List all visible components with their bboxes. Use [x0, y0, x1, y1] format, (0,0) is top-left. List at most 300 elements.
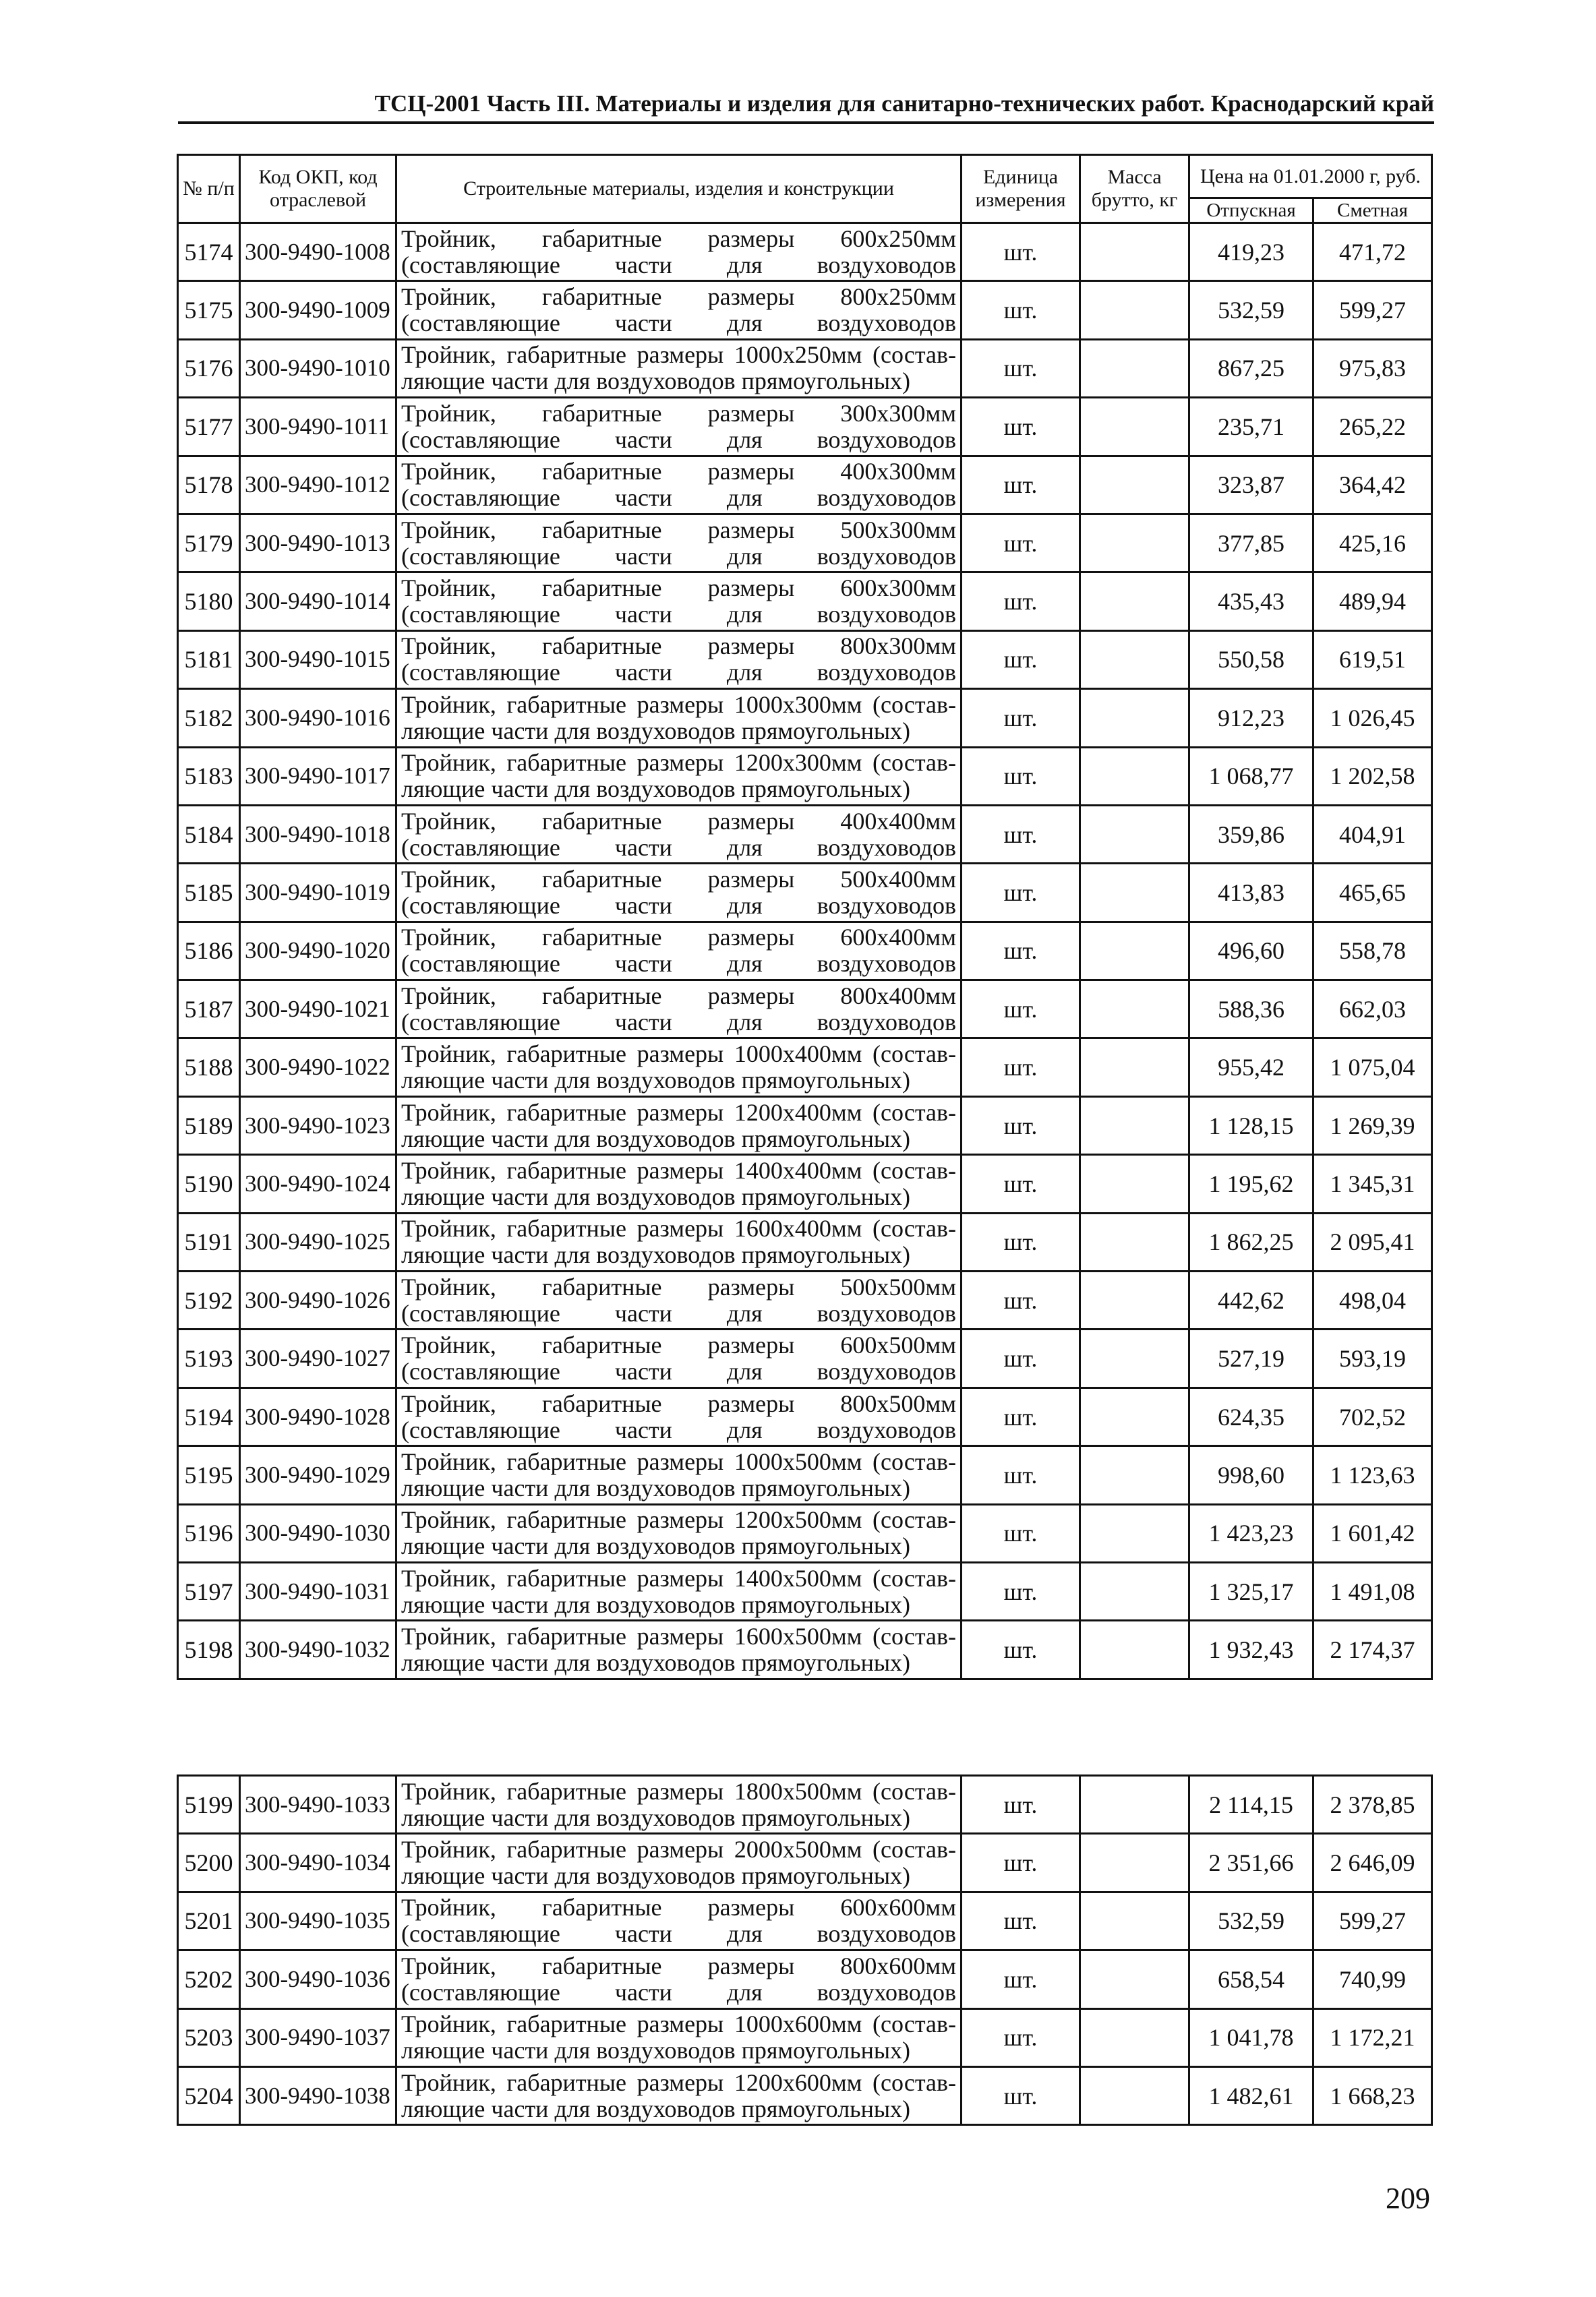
row-price-estimate: 1 123,63 — [1313, 1446, 1432, 1504]
row-num: 5178 — [178, 456, 240, 514]
row-unit: шт. — [962, 1038, 1080, 1096]
row-code: 300-9490-1029 — [240, 1446, 396, 1504]
row-mass — [1080, 1504, 1189, 1562]
row-price-release: 2 114,15 — [1189, 1776, 1313, 1834]
table-row — [178, 1096, 1432, 1154]
row-unit: шт. — [962, 223, 1080, 281]
table-row — [178, 1621, 1432, 1679]
row-mass — [1080, 922, 1189, 980]
row-price-release: 532,59 — [1189, 281, 1313, 339]
row-unit: шт. — [962, 747, 1080, 805]
row-description-line-1: Тройник, габаритные размеры 1200х600мм (состав- — [401, 2068, 956, 2096]
row-price-release: 235,71 — [1189, 398, 1313, 456]
row-unit: шт. — [962, 1621, 1080, 1679]
row-num: 5182 — [178, 689, 240, 747]
row-num: 5181 — [178, 630, 240, 688]
running-header: ТСЦ-2001 Часть III. Материалы и изделия для санитарно-технических работ. Краснодарский край — [178, 86, 1434, 124]
row-price-estimate: 593,19 — [1313, 1330, 1432, 1388]
row-num: 5188 — [178, 1038, 240, 1096]
row-num: 5177 — [178, 398, 240, 456]
row-description — [396, 805, 962, 863]
row-price-release: 588,36 — [1189, 980, 1313, 1038]
table-row — [178, 572, 1432, 630]
row-price-estimate: 465,65 — [1313, 864, 1432, 922]
row-code: 300-9490-1023 — [240, 1096, 396, 1154]
row-mass — [1080, 1892, 1189, 1950]
row-description — [396, 1096, 962, 1154]
row-num: 5199 — [178, 1776, 240, 1834]
table-row — [178, 1776, 1432, 1834]
row-description — [396, 339, 962, 397]
row-description — [396, 1621, 962, 1679]
row-description-line-1: Тройник, габаритные размеры 1400х400мм (состав- — [401, 1156, 956, 1184]
row-mass — [1080, 1621, 1189, 1679]
row-description-line-1: Тройник, габаритные размеры 600х300мм — [401, 574, 956, 602]
row-unit: шт. — [962, 689, 1080, 747]
table-row — [178, 1038, 1432, 1096]
row-unit: шт. — [962, 1892, 1080, 1950]
row-unit: шт. — [962, 1950, 1080, 2008]
row-price-release: 1 482,61 — [1189, 2066, 1313, 2124]
row-num: 5202 — [178, 1950, 240, 2008]
row-price-estimate: 404,91 — [1313, 805, 1432, 863]
col-header-num: № п/п — [178, 155, 240, 223]
row-description-line-2: ляющие части для воздуховодов прямоугольных) — [401, 1067, 911, 1094]
row-description-line-2: (составляющие части для воздуховодов — [401, 891, 956, 919]
row-code: 300-9490-1038 — [240, 2066, 396, 2124]
row-description-line-1: Тройник, габаритные размеры 1200х300мм (состав- — [401, 749, 956, 777]
row-num: 5183 — [178, 747, 240, 805]
row-description-line-1: Тройник, габаритные размеры 800х600мм — [401, 1952, 956, 1979]
row-description — [396, 2008, 962, 2066]
row-unit: шт. — [962, 1446, 1080, 1504]
row-mass — [1080, 1213, 1189, 1271]
row-unit: шт. — [962, 281, 1080, 339]
row-unit: шт. — [962, 1272, 1080, 1330]
row-unit: шт. — [962, 1388, 1080, 1445]
row-unit: шт. — [962, 980, 1080, 1038]
row-description-line-2: (составляющие части для воздуховодов — [401, 833, 956, 861]
row-code: 300-9490-1008 — [240, 223, 396, 281]
table-row — [178, 1330, 1432, 1388]
row-price-release: 998,60 — [1189, 1446, 1313, 1504]
table-row — [178, 456, 1432, 514]
row-description-line-2: ляющие части для воздуховодов прямоугольных) — [401, 1590, 911, 1618]
row-unit: шт. — [962, 805, 1080, 863]
row-price-estimate: 1 075,04 — [1313, 1038, 1432, 1096]
row-code: 300-9490-1009 — [240, 281, 396, 339]
row-price-estimate: 471,72 — [1313, 223, 1432, 281]
row-code: 300-9490-1037 — [240, 2008, 396, 2066]
row-description — [396, 1038, 962, 1096]
row-price-estimate: 1 345,31 — [1313, 1155, 1432, 1213]
row-mass — [1080, 1776, 1189, 1834]
row-description-line-1: Тройник, габаритные размеры 1800х500мм (состав- — [401, 1777, 956, 1805]
row-unit: шт. — [962, 456, 1080, 514]
row-price-release: 1 932,43 — [1189, 1621, 1313, 1679]
row-description — [396, 514, 962, 572]
table-row — [178, 747, 1432, 805]
table-row — [178, 1504, 1432, 1562]
row-mass — [1080, 1038, 1189, 1096]
row-unit: шт. — [962, 398, 1080, 456]
row-description-line-2: ляющие части для воздуховодов прямоугольных) — [401, 2095, 911, 2122]
row-mass — [1080, 339, 1189, 397]
row-num: 5189 — [178, 1096, 240, 1154]
row-mass — [1080, 2008, 1189, 2066]
row-code: 300-9490-1013 — [240, 514, 396, 572]
row-price-release: 442,62 — [1189, 1272, 1313, 1330]
table-row — [178, 223, 1432, 281]
row-description-line-1: Тройник, габаритные размеры 1600х400мм (состав- — [401, 1215, 956, 1243]
row-num: 5201 — [178, 1892, 240, 1950]
row-num: 5190 — [178, 1155, 240, 1213]
row-description-line-2: (составляющие части для воздуховодов — [401, 1978, 956, 2006]
row-mass — [1080, 805, 1189, 863]
row-description-line-1: Тройник, габаритные размеры 600х400мм — [401, 924, 956, 951]
table-row — [178, 805, 1432, 863]
row-description — [396, 1155, 962, 1213]
row-description — [396, 456, 962, 514]
row-description — [396, 1388, 962, 1445]
row-description-line-1: Тройник, габаритные размеры 400х300мм — [401, 458, 956, 485]
row-description — [396, 1892, 962, 1950]
row-description — [396, 1834, 962, 1892]
row-price-release: 624,35 — [1189, 1388, 1313, 1445]
row-price-release: 377,85 — [1189, 514, 1313, 572]
row-num: 5198 — [178, 1621, 240, 1679]
row-price-estimate: 1 668,23 — [1313, 2066, 1432, 2124]
table-row — [178, 398, 1432, 456]
row-description — [396, 630, 962, 688]
row-description-line-2: (составляющие части для воздуховодов — [401, 1920, 956, 1948]
row-description-line-2: (составляющие части для воздуховодов — [401, 425, 956, 453]
row-mass — [1080, 398, 1189, 456]
row-mass — [1080, 1272, 1189, 1330]
row-code: 300-9490-1032 — [240, 1621, 396, 1679]
row-num: 5196 — [178, 1504, 240, 1562]
row-num: 5195 — [178, 1446, 240, 1504]
row-description-line-2: (составляющие части для воздуховодов — [401, 309, 956, 337]
row-code: 300-9490-1027 — [240, 1330, 396, 1388]
row-description — [396, 1272, 962, 1330]
row-unit: шт. — [962, 572, 1080, 630]
table-row — [178, 339, 1432, 397]
row-code: 300-9490-1018 — [240, 805, 396, 863]
row-unit: шт. — [962, 1776, 1080, 1834]
row-code: 300-9490-1034 — [240, 1834, 396, 1892]
table-body-part-2 — [178, 1776, 1432, 2125]
row-mass — [1080, 1950, 1189, 2008]
row-unit: шт. — [962, 2008, 1080, 2066]
row-description-line-2: ляющие части для воздуховодов прямоугольных) — [401, 1125, 911, 1152]
row-code: 300-9490-1030 — [240, 1504, 396, 1562]
row-num: 5192 — [178, 1272, 240, 1330]
row-description — [396, 1213, 962, 1271]
table-row — [178, 1213, 1432, 1271]
row-description-line-2: (составляющие части для воздуховодов — [401, 1416, 956, 1443]
row-num: 5175 — [178, 281, 240, 339]
row-price-release: 867,25 — [1189, 339, 1313, 397]
row-num: 5179 — [178, 514, 240, 572]
row-mass — [1080, 1096, 1189, 1154]
row-unit: шт. — [962, 1096, 1080, 1154]
row-code: 300-9490-1021 — [240, 980, 396, 1038]
row-price-estimate: 975,83 — [1313, 339, 1432, 397]
row-num: 5186 — [178, 922, 240, 980]
row-description-line-2: ляющие части для воздуховодов прямоугольных) — [401, 1241, 911, 1269]
row-num: 5194 — [178, 1388, 240, 1445]
row-price-estimate: 662,03 — [1313, 980, 1432, 1038]
col-header-price-release: Отпускная — [1189, 198, 1313, 223]
row-unit: шт. — [962, 1330, 1080, 1388]
row-description-line-2: ляющие части для воздуховодов прямоугольных) — [401, 1862, 911, 1890]
row-mass — [1080, 864, 1189, 922]
row-code: 300-9490-1012 — [240, 456, 396, 514]
row-code: 300-9490-1019 — [240, 864, 396, 922]
row-price-release: 413,83 — [1189, 864, 1313, 922]
row-code: 300-9490-1036 — [240, 1950, 396, 2008]
row-description-line-1: Тройник, габаритные размеры 1000х500мм (состав- — [401, 1448, 956, 1475]
row-num: 5176 — [178, 339, 240, 397]
row-unit: шт. — [962, 339, 1080, 397]
row-mass — [1080, 281, 1189, 339]
row-description — [396, 1950, 962, 2008]
row-mass — [1080, 2066, 1189, 2124]
row-description — [396, 864, 962, 922]
row-description-line-2: (составляющие части для воздуховодов — [401, 659, 956, 686]
row-mass — [1080, 572, 1189, 630]
price-table-part-2 — [177, 1774, 1433, 2126]
row-description-line-1: Тройник, габаритные размеры 600х500мм — [401, 1332, 956, 1359]
col-header-name: Строительные материалы, изделия и конструкции — [396, 155, 962, 223]
row-description — [396, 572, 962, 630]
row-num: 5200 — [178, 1834, 240, 1892]
row-description-line-1: Тройник, габаритные размеры 1200х400мм (состав- — [401, 1098, 956, 1126]
row-description-line-2: (составляющие части для воздуховодов — [401, 1358, 956, 1385]
row-description-line-2: (составляющие части для воздуховодов — [401, 542, 956, 570]
table-row — [178, 1562, 1432, 1620]
table-row — [178, 630, 1432, 688]
row-price-estimate: 1 491,08 — [1313, 1562, 1432, 1620]
row-unit: шт. — [962, 1834, 1080, 1892]
table-row — [178, 2066, 1432, 2124]
col-header-mass: Масса брутто, кг — [1080, 155, 1189, 223]
col-header-unit: Единица измерения — [962, 155, 1080, 223]
row-price-estimate: 265,22 — [1313, 398, 1432, 456]
row-mass — [1080, 630, 1189, 688]
row-price-estimate: 1 601,42 — [1313, 1504, 1432, 1562]
row-mass — [1080, 980, 1189, 1038]
row-description-line-1: Тройник, габаритные размеры 500х500мм — [401, 1273, 956, 1301]
row-code: 300-9490-1017 — [240, 747, 396, 805]
row-code: 300-9490-1014 — [240, 572, 396, 630]
row-mass — [1080, 1155, 1189, 1213]
row-description-line-1: Тройник, габаритные размеры 1200х500мм (состав- — [401, 1506, 956, 1534]
row-price-release: 1 041,78 — [1189, 2008, 1313, 2066]
table-body-part-1 — [178, 223, 1432, 1679]
row-price-release: 955,42 — [1189, 1038, 1313, 1096]
row-price-release: 527,19 — [1189, 1330, 1313, 1388]
table-row — [178, 1892, 1432, 1950]
row-description-line-1: Тройник, габаритные размеры 500х300мм — [401, 516, 956, 543]
row-code: 300-9490-1015 — [240, 630, 396, 688]
row-code: 300-9490-1020 — [240, 922, 396, 980]
row-description-line-2: ляющие части для воздуховодов прямоугольных) — [401, 717, 911, 744]
col-header-price-estimate: Сметная — [1313, 198, 1432, 223]
table-row — [178, 864, 1432, 922]
row-price-release: 323,87 — [1189, 456, 1313, 514]
row-price-release: 1 862,25 — [1189, 1213, 1313, 1271]
row-price-estimate: 1 026,45 — [1313, 689, 1432, 747]
row-code: 300-9490-1028 — [240, 1388, 396, 1445]
row-unit: шт. — [962, 1213, 1080, 1271]
row-code: 300-9490-1010 — [240, 339, 396, 397]
row-price-estimate: 1 172,21 — [1313, 2008, 1432, 2066]
row-description — [396, 1562, 962, 1620]
row-price-release: 1 128,15 — [1189, 1096, 1313, 1154]
row-description — [396, 1504, 962, 1562]
row-unit: шт. — [962, 2066, 1080, 2124]
row-price-estimate: 364,42 — [1313, 456, 1432, 514]
row-mass — [1080, 1446, 1189, 1504]
row-code: 300-9490-1022 — [240, 1038, 396, 1096]
row-num: 5187 — [178, 980, 240, 1038]
row-description — [396, 747, 962, 805]
row-unit: шт. — [962, 630, 1080, 688]
table-row — [178, 1272, 1432, 1330]
col-header-code: Код ОКП, код отраслевой — [240, 155, 396, 223]
table-row — [178, 1446, 1432, 1504]
row-price-estimate: 2 378,85 — [1313, 1776, 1432, 1834]
row-description — [396, 980, 962, 1038]
table-row — [178, 281, 1432, 339]
row-description-line-2: ляющие части для воздуховодов прямоугольных) — [401, 1649, 911, 1677]
row-code: 300-9490-1031 — [240, 1562, 396, 1620]
row-price-estimate: 599,27 — [1313, 281, 1432, 339]
table-row — [178, 2008, 1432, 2066]
row-description-line-2: (составляющие части для воздуховодов — [401, 950, 956, 978]
row-description-line-1: Тройник, габаритные размеры 500х400мм — [401, 865, 956, 893]
row-unit: шт. — [962, 1562, 1080, 1620]
row-code: 300-9490-1035 — [240, 1892, 396, 1950]
row-mass — [1080, 223, 1189, 281]
row-price-estimate: 498,04 — [1313, 1272, 1432, 1330]
row-num: 5184 — [178, 805, 240, 863]
row-price-estimate: 599,27 — [1313, 1892, 1432, 1950]
row-mass — [1080, 514, 1189, 572]
row-description — [396, 1776, 962, 1834]
row-price-release: 1 325,17 — [1189, 1562, 1313, 1620]
row-description — [396, 922, 962, 980]
row-mass — [1080, 1834, 1189, 1892]
row-description-line-2: (составляющие части для воздуховодов — [401, 1008, 956, 1036]
row-num: 5185 — [178, 864, 240, 922]
row-description-line-2: ляющие части для воздуховодов прямоугольных) — [401, 1803, 911, 1831]
row-description-line-2: ляющие части для воздуховодов прямоугольных) — [401, 1474, 911, 1501]
table-row — [178, 922, 1432, 980]
row-description-line-1: Тройник, габаритные размеры 1000х250мм (состав- — [401, 341, 956, 369]
row-price-estimate: 702,52 — [1313, 1388, 1432, 1445]
row-description-line-1: Тройник, габаритные размеры 1600х500мм (состав- — [401, 1623, 956, 1650]
row-price-release: 1 195,62 — [1189, 1155, 1313, 1213]
row-description-line-2: (составляющие части для воздуховодов — [401, 251, 956, 278]
row-price-release: 2 351,66 — [1189, 1834, 1313, 1892]
row-mass — [1080, 689, 1189, 747]
row-price-release: 1 068,77 — [1189, 747, 1313, 805]
row-num: 5204 — [178, 2066, 240, 2124]
row-price-estimate: 489,94 — [1313, 572, 1432, 630]
row-unit: шт. — [962, 514, 1080, 572]
row-num: 5180 — [178, 572, 240, 630]
row-description-line-1: Тройник, габаритные размеры 1000х400мм (состав- — [401, 1040, 956, 1068]
row-description — [396, 281, 962, 339]
row-code: 300-9490-1033 — [240, 1776, 396, 1834]
row-description-line-1: Тройник, габаритные размеры 2000х500мм (состав- — [401, 1836, 956, 1863]
row-description — [396, 398, 962, 456]
row-description-line-1: Тройник, габаритные размеры 1000х300мм (состав- — [401, 690, 956, 718]
row-price-estimate: 558,78 — [1313, 922, 1432, 980]
row-description — [396, 223, 962, 281]
row-price-estimate: 1 269,39 — [1313, 1096, 1432, 1154]
row-price-estimate: 2 646,09 — [1313, 1834, 1432, 1892]
row-description-line-2: ляющие части для воздуховодов прямоугольных) — [401, 775, 911, 803]
price-table-part-1 — [177, 154, 1433, 1680]
row-num: 5197 — [178, 1562, 240, 1620]
row-description-line-1: Тройник, габаритные размеры 800х500мм — [401, 1390, 956, 1417]
row-num: 5174 — [178, 223, 240, 281]
row-description-line-2: (составляющие части для воздуховодов — [401, 1299, 956, 1327]
row-price-estimate: 2 174,37 — [1313, 1621, 1432, 1679]
row-mass — [1080, 1330, 1189, 1388]
row-price-estimate: 2 095,41 — [1313, 1213, 1432, 1271]
row-price-release: 912,23 — [1189, 689, 1313, 747]
row-description-line-1: Тройник, габаритные размеры 600х250мм — [401, 225, 956, 252]
row-mass — [1080, 1388, 1189, 1445]
row-description — [396, 1446, 962, 1504]
row-price-release: 550,58 — [1189, 630, 1313, 688]
row-price-estimate: 425,16 — [1313, 514, 1432, 572]
row-description-line-2: ляющие части для воздуховодов прямоугольных) — [401, 367, 911, 395]
row-num: 5193 — [178, 1330, 240, 1388]
row-mass — [1080, 456, 1189, 514]
row-mass — [1080, 1562, 1189, 1620]
row-description-line-2: ляющие части для воздуховодов прямоугольных) — [401, 1183, 911, 1210]
page-number: 209 — [1386, 2182, 1430, 2215]
row-price-release: 419,23 — [1189, 223, 1313, 281]
row-description-line-1: Тройник, габаритные размеры 1000х600мм (состав- — [401, 2010, 956, 2038]
row-code: 300-9490-1016 — [240, 689, 396, 747]
row-description-line-1: Тройник, габаритные размеры 800х400мм — [401, 982, 956, 1009]
row-description-line-1: Тройник, габаритные размеры 1400х500мм (состав- — [401, 1564, 956, 1592]
row-price-estimate: 1 202,58 — [1313, 747, 1432, 805]
table-row — [178, 1950, 1432, 2008]
row-description-line-2: ляющие части для воздуховодов прямоугольных) — [401, 1532, 911, 1560]
row-price-estimate: 740,99 — [1313, 1950, 1432, 2008]
table-row — [178, 1834, 1432, 1892]
table-row — [178, 514, 1432, 572]
row-price-release: 496,60 — [1189, 922, 1313, 980]
row-description-line-2: (составляющие части для воздуховодов — [401, 484, 956, 512]
row-code: 300-9490-1011 — [240, 398, 396, 456]
table-row — [178, 1388, 1432, 1445]
row-description-line-2: ляющие части для воздуховодов прямоугольных) — [401, 2037, 911, 2064]
row-num: 5203 — [178, 2008, 240, 2066]
table-row — [178, 980, 1432, 1038]
row-unit: шт. — [962, 1504, 1080, 1562]
row-unit: шт. — [962, 1155, 1080, 1213]
row-price-estimate: 619,51 — [1313, 630, 1432, 688]
